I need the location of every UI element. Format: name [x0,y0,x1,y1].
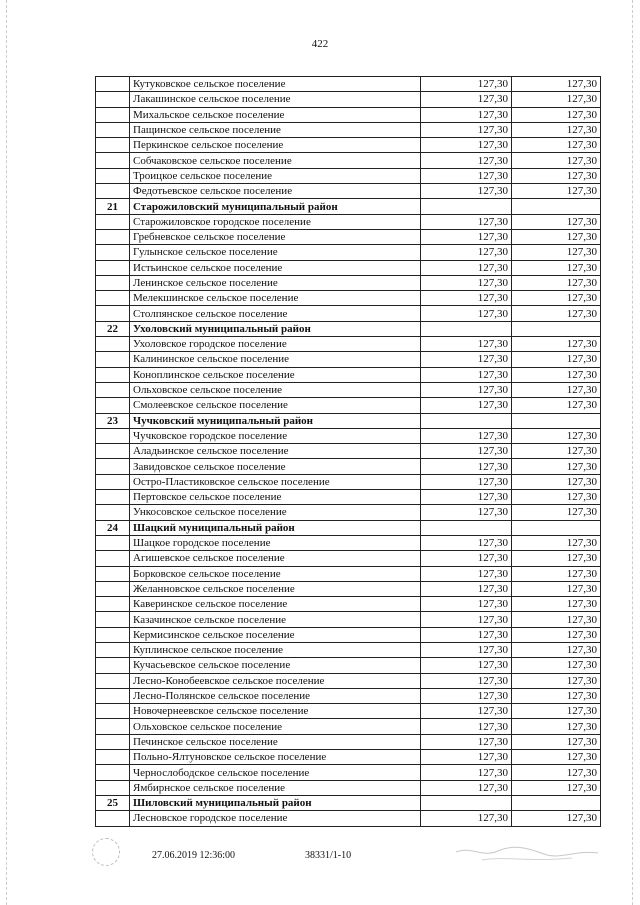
settlement-name-cell: Желанновское сельское поселение [130,581,421,596]
row-number-cell [96,551,130,566]
settlement-row [96,107,601,122]
row-number-cell: 23 [96,413,130,428]
faint-signature-mark [452,842,602,864]
value-2-cell: 127,30 [512,811,601,826]
value-1-cell: 127,30 [421,490,512,505]
value-2-cell: 127,30 [512,780,601,795]
settlement-row [96,367,601,382]
row-number-cell [96,750,130,765]
settlement-row [96,627,601,642]
value-1-cell: 127,30 [421,505,512,520]
settlement-name-cell: Столпянское сельское поселение [130,306,421,321]
value-1-cell: 127,30 [421,428,512,443]
value-1-cell: 127,30 [421,352,512,367]
row-number-cell [96,168,130,183]
settlement-name-cell: Лесно-Конобеевское сельское поселение [130,673,421,688]
settlement-row [96,398,601,413]
footer-document-id: 38331/1-10 [305,850,352,861]
value-2-cell: 127,30 [512,92,601,107]
settlement-row [96,704,601,719]
settlement-row [96,77,601,92]
row-number-cell: 21 [96,199,130,214]
settlement-row [96,138,601,153]
row-number-cell [96,382,130,397]
settlement-row [96,581,601,596]
value-1-cell [421,413,512,428]
value-1-cell: 127,30 [421,398,512,413]
value-2-cell: 127,30 [512,122,601,137]
value-1-cell: 127,30 [421,704,512,719]
row-number-cell [96,612,130,627]
settlement-name-cell: Лесновское городское поселение [130,811,421,826]
value-2-cell [512,520,601,535]
value-1-cell: 127,30 [421,459,512,474]
value-1-cell: 127,30 [421,688,512,703]
settlement-name-cell: Аладьинское сельское поселение [130,444,421,459]
value-2-cell: 127,30 [512,245,601,260]
right-scan-edge [632,0,634,905]
row-number-cell [96,642,130,657]
settlement-name-cell: Ямбирнское сельское поселение [130,780,421,795]
row-number-cell [96,260,130,275]
settlement-name-cell: Каверинское сельское поселение [130,597,421,612]
settlement-name-cell: Агишевское сельское поселение [130,551,421,566]
row-number-cell [96,138,130,153]
row-number-cell: 25 [96,795,130,810]
district-header-row [96,413,601,428]
settlement-name-cell: Шацкое городское поселение [130,535,421,550]
row-number-cell [96,688,130,703]
value-2-cell: 127,30 [512,138,601,153]
settlement-row [96,275,601,290]
value-1-cell: 127,30 [421,138,512,153]
settlement-name-cell: Коноплинское сельское поселение [130,367,421,382]
value-1-cell [421,520,512,535]
value-2-cell: 127,30 [512,459,601,474]
value-1-cell: 127,30 [421,765,512,780]
value-1-cell: 127,30 [421,122,512,137]
value-1-cell: 127,30 [421,214,512,229]
row-number-cell: 24 [96,520,130,535]
value-2-cell: 127,30 [512,688,601,703]
value-1-cell: 127,30 [421,597,512,612]
settlement-name-cell: Чернослободское сельское поселение [130,765,421,780]
settlement-name-cell: Ольховское сельское поселение [130,382,421,397]
row-number-cell [96,444,130,459]
settlement-name-cell: Кермисинское сельское поселение [130,627,421,642]
settlement-name-cell: Ункосовское сельское поселение [130,505,421,520]
value-2-cell: 127,30 [512,765,601,780]
value-2-cell: 127,30 [512,428,601,443]
settlement-name-cell: Собчаковское сельское поселение [130,153,421,168]
settlement-name-cell: Кутуковское сельское поселение [130,77,421,92]
value-1-cell: 127,30 [421,92,512,107]
value-2-cell: 127,30 [512,704,601,719]
settlement-row [96,673,601,688]
district-header-row [96,321,601,336]
settlement-row [96,352,601,367]
district-header-row [96,795,601,810]
value-1-cell: 127,30 [421,337,512,352]
row-number-cell [96,627,130,642]
row-number-cell [96,122,130,137]
value-1-cell: 127,30 [421,551,512,566]
settlement-row [96,750,601,765]
row-number-cell [96,275,130,290]
settlement-row [96,229,601,244]
value-2-cell: 127,30 [512,642,601,657]
row-number-cell [96,566,130,581]
settlement-name-cell: Лакашинское сельское поселение [130,92,421,107]
faint-stamp-icon [92,838,120,866]
page-number: 422 [311,38,329,50]
settlement-row [96,245,601,260]
settlement-name-cell: Пащинское сельское поселение [130,122,421,137]
row-number-cell [96,673,130,688]
settlement-row [96,505,601,520]
value-2-cell: 127,30 [512,490,601,505]
district-name-cell: Шацкий муниципальный район [130,520,421,535]
value-1-cell: 127,30 [421,306,512,321]
settlement-row [96,490,601,505]
row-number-cell: 22 [96,321,130,336]
settlement-row [96,260,601,275]
row-number-cell [96,367,130,382]
value-1-cell: 127,30 [421,107,512,122]
value-2-cell: 127,30 [512,382,601,397]
value-1-cell: 127,30 [421,153,512,168]
row-number-cell [96,291,130,306]
settlements-table [95,76,601,827]
value-2-cell: 127,30 [512,275,601,290]
value-2-cell [512,321,601,336]
value-1-cell: 127,30 [421,658,512,673]
settlement-row [96,658,601,673]
value-2-cell: 127,30 [512,306,601,321]
value-1-cell: 127,30 [421,291,512,306]
row-number-cell [96,474,130,489]
row-number-cell [96,398,130,413]
district-name-cell: Чучковский муниципальный район [130,413,421,428]
settlement-name-cell: Гулынское сельское поселение [130,245,421,260]
settlement-name-cell: Ольховское сельское поселение [130,719,421,734]
value-1-cell: 127,30 [421,566,512,581]
settlement-row [96,780,601,795]
value-2-cell: 127,30 [512,184,601,199]
value-1-cell: 127,30 [421,77,512,92]
settlement-row [96,474,601,489]
value-1-cell: 127,30 [421,382,512,397]
value-1-cell: 127,30 [421,612,512,627]
settlement-row [96,551,601,566]
value-2-cell: 127,30 [512,260,601,275]
row-number-cell [96,734,130,749]
row-number-cell [96,658,130,673]
row-number-cell [96,214,130,229]
settlement-row [96,719,601,734]
value-2-cell: 127,30 [512,444,601,459]
settlement-name-cell: Троицкое сельское поселение [130,168,421,183]
value-1-cell: 127,30 [421,260,512,275]
value-2-cell: 127,30 [512,474,601,489]
district-name-cell: Шиловский муниципальный район [130,795,421,810]
value-1-cell: 127,30 [421,811,512,826]
settlement-name-cell: Смолеевское сельское поселение [130,398,421,413]
settlement-name-cell: Казачинское сельское поселение [130,612,421,627]
district-header-row [96,520,601,535]
settlement-row [96,153,601,168]
value-1-cell [421,199,512,214]
value-2-cell: 127,30 [512,337,601,352]
settlement-name-cell: Завидовское сельское поселение [130,459,421,474]
value-1-cell: 127,30 [421,627,512,642]
settlement-name-cell: Ленинское сельское поселение [130,275,421,290]
row-number-cell [96,352,130,367]
settlement-row [96,428,601,443]
value-1-cell: 127,30 [421,275,512,290]
value-2-cell: 127,30 [512,77,601,92]
value-1-cell [421,321,512,336]
row-number-cell [96,229,130,244]
settlement-row [96,597,601,612]
settlement-name-cell: Михальское сельское поселение [130,107,421,122]
value-1-cell: 127,30 [421,673,512,688]
value-2-cell: 127,30 [512,214,601,229]
value-1-cell: 127,30 [421,474,512,489]
settlement-name-cell: Истьинское сельское поселение [130,260,421,275]
value-1-cell: 127,30 [421,642,512,657]
value-2-cell: 127,30 [512,581,601,596]
value-2-cell: 127,30 [512,107,601,122]
settlement-row [96,184,601,199]
settlement-row [96,444,601,459]
row-number-cell [96,704,130,719]
row-number-cell [96,337,130,352]
row-number-cell [96,428,130,443]
settlement-row [96,612,601,627]
value-2-cell: 127,30 [512,367,601,382]
value-2-cell: 127,30 [512,612,601,627]
settlement-name-cell: Перкинское сельское поселение [130,138,421,153]
settlement-name-cell: Калининское сельское поселение [130,352,421,367]
district-name-cell: Старожиловский муниципальный район [130,199,421,214]
value-2-cell [512,199,601,214]
value-1-cell: 127,30 [421,750,512,765]
settlement-row [96,566,601,581]
settlement-row [96,168,601,183]
value-2-cell: 127,30 [512,505,601,520]
value-2-cell: 127,30 [512,566,601,581]
settlement-name-cell: Новочернеевское сельское поселение [130,704,421,719]
left-scan-edge [6,0,8,905]
row-number-cell [96,459,130,474]
value-1-cell: 127,30 [421,444,512,459]
value-2-cell: 127,30 [512,597,601,612]
row-number-cell [96,245,130,260]
footer-timestamp: 27.06.2019 12:36:00 [152,850,236,861]
row-number-cell [96,505,130,520]
value-2-cell: 127,30 [512,719,601,734]
value-1-cell: 127,30 [421,535,512,550]
settlement-name-cell: Остро-Пластиковское сельское поселение [130,474,421,489]
value-1-cell: 127,30 [421,367,512,382]
row-number-cell [96,535,130,550]
settlement-name-cell: Польно-Ялтуновское сельское поселение [130,750,421,765]
settlement-name-cell: Печинское сельское поселение [130,734,421,749]
settlement-name-cell: Пертовское сельское поселение [130,490,421,505]
row-number-cell [96,811,130,826]
row-number-cell [96,490,130,505]
district-name-cell: Ухоловский муниципальный район [130,321,421,336]
value-2-cell: 127,30 [512,352,601,367]
value-1-cell: 127,30 [421,734,512,749]
settlement-row [96,459,601,474]
settlement-row [96,765,601,780]
value-1-cell: 127,30 [421,184,512,199]
settlements-table-body [96,77,601,827]
value-2-cell: 127,30 [512,673,601,688]
row-number-cell [96,184,130,199]
settlement-name-cell: Федотьевское сельское поселение [130,184,421,199]
settlement-name-cell: Ухоловское городское поселение [130,337,421,352]
settlement-name-cell: Лесно-Полянское сельское поселение [130,688,421,703]
value-2-cell: 127,30 [512,229,601,244]
settlement-row [96,811,601,826]
settlement-row [96,306,601,321]
settlement-name-cell: Куплинское сельское поселение [130,642,421,657]
value-2-cell: 127,30 [512,535,601,550]
settlement-name-cell: Борковское сельское поселение [130,566,421,581]
value-1-cell: 127,30 [421,245,512,260]
row-number-cell [96,306,130,321]
value-2-cell: 127,30 [512,734,601,749]
settlement-row [96,337,601,352]
row-number-cell [96,77,130,92]
value-2-cell: 127,30 [512,627,601,642]
settlement-row [96,734,601,749]
settlement-row [96,688,601,703]
value-1-cell: 127,30 [421,581,512,596]
value-2-cell: 127,30 [512,291,601,306]
row-number-cell [96,765,130,780]
value-2-cell: 127,30 [512,658,601,673]
row-number-cell [96,719,130,734]
settlement-row [96,214,601,229]
row-number-cell [96,597,130,612]
value-1-cell: 127,30 [421,719,512,734]
value-2-cell: 127,30 [512,168,601,183]
value-2-cell [512,795,601,810]
settlement-name-cell: Чучковское городское поселение [130,428,421,443]
value-2-cell [512,413,601,428]
settlement-row [96,382,601,397]
settlement-row [96,92,601,107]
value-1-cell [421,795,512,810]
district-header-row [96,199,601,214]
settlement-row [96,122,601,137]
value-1-cell: 127,30 [421,168,512,183]
value-1-cell: 127,30 [421,229,512,244]
value-2-cell: 127,30 [512,398,601,413]
row-number-cell [96,780,130,795]
settlement-row [96,535,601,550]
settlement-name-cell: Старожиловское городское поселение [130,214,421,229]
value-2-cell: 127,30 [512,750,601,765]
settlement-name-cell: Кучасьевское сельское поселение [130,658,421,673]
value-2-cell: 127,30 [512,551,601,566]
row-number-cell [96,107,130,122]
row-number-cell [96,153,130,168]
settlement-row [96,642,601,657]
row-number-cell [96,92,130,107]
settlement-name-cell: Мелекшинское сельское поселение [130,291,421,306]
settlement-row [96,291,601,306]
row-number-cell [96,581,130,596]
settlement-name-cell: Гребневское сельское поселение [130,229,421,244]
value-1-cell: 127,30 [421,780,512,795]
value-2-cell: 127,30 [512,153,601,168]
